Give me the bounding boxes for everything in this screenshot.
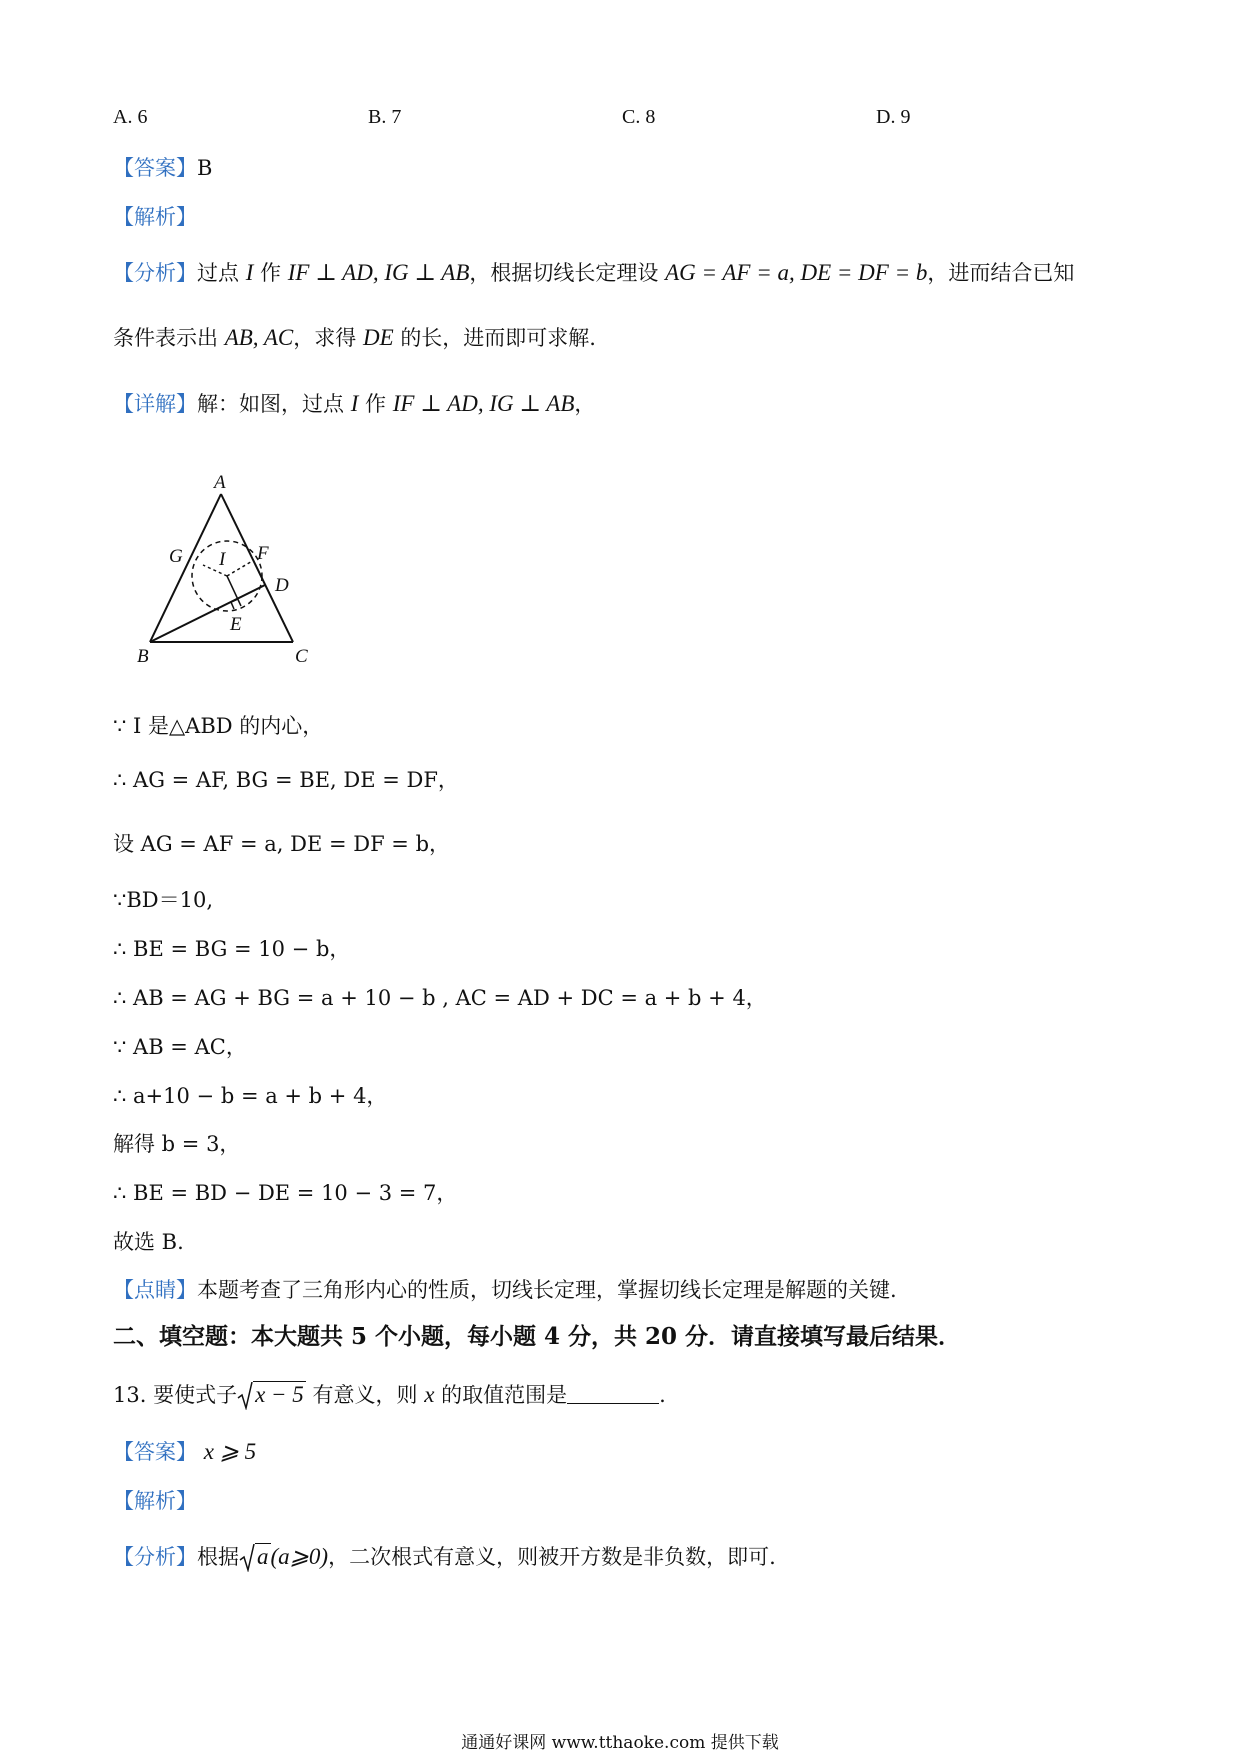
math: DE: [362, 325, 394, 350]
text: ，进而结合已知: [927, 261, 1075, 285]
q12-detail: [113, 389, 595, 419]
text: 作: [260, 261, 282, 285]
text: ，二次根式有意义，则被开方数是非负数，即可.: [328, 1545, 776, 1569]
step-line: ∴ a+10 − b = a + b + 4，: [113, 1084, 388, 1108]
text: ，求得: [293, 326, 357, 350]
text: 过点: [197, 261, 239, 285]
text: 有意义，则: [312, 1383, 418, 1407]
step-line: ∴ BE = BD − DE = 10 − 3 = 7，: [113, 1181, 458, 1205]
triangle-figure: [125, 460, 335, 670]
q13-answer: [113, 1437, 256, 1467]
q12-fenxi-line1: [113, 258, 1074, 288]
math: IF ⊥ AD, IG ⊥ AB: [392, 391, 575, 416]
q13-analysis-tag: 【解析】: [113, 1489, 197, 1513]
answer-tag: 【答案】: [113, 156, 197, 180]
sqrt-expression: [237, 1380, 306, 1410]
radicand: x − 5: [255, 1382, 304, 1407]
text: 13. 要使式子: [113, 1383, 238, 1407]
q13-fenxi: [113, 1542, 776, 1572]
option-a: A. 6: [113, 106, 148, 128]
label-g: G: [169, 546, 183, 567]
text: 的长，进而即可求解.: [400, 326, 596, 350]
step-line: 故选 B.: [113, 1230, 184, 1254]
q13-stem: [113, 1380, 666, 1410]
text: 解：如图，过点: [197, 392, 344, 416]
section-heading: 二、填空题：本大题共 5 个小题，每小题 4 分，共 20 分．请直接填写最后结果．: [113, 1323, 962, 1350]
radicand: a: [257, 1544, 269, 1569]
step-line: ∵ I 是△ABD 的内心，: [113, 714, 324, 738]
text: ，根据切线长定理设: [469, 261, 659, 285]
math: AG = AF = a, DE = DF = b: [665, 260, 928, 285]
label-d: D: [275, 575, 289, 596]
detail-tag: 【详解】: [113, 392, 197, 416]
sqrt-sign-icon: [237, 1382, 253, 1410]
text: 的取值范围是: [441, 1383, 568, 1407]
label-f: F: [257, 543, 269, 564]
label-c: C: [295, 646, 308, 667]
q12-analysis-tag: 【解析】: [113, 205, 197, 229]
option-c: C. 8: [622, 106, 656, 128]
footer-watermark: 通通好课网 www.tthaoke.com 提供下载: [461, 1733, 779, 1753]
text: 根据: [197, 1545, 239, 1569]
text: .: [659, 1383, 666, 1407]
step-line: ∴ AG = AF, BG = BE, DE = DF，: [113, 768, 459, 792]
math: (a⩾0): [270, 1544, 329, 1569]
option-b: B. 7: [368, 106, 402, 128]
text: 条件表示出: [113, 326, 218, 350]
step-line: ∵BD＝10,: [113, 888, 214, 912]
math: AB, AC: [224, 325, 294, 350]
math: I: [245, 260, 254, 285]
label-a: A: [214, 472, 226, 493]
q12-dianjing: [113, 1275, 897, 1305]
q12-answer: [113, 153, 212, 183]
text: 本题考查了三角形内心的性质，切线长定理，掌握切线长定理是解题的关键.: [197, 1278, 897, 1302]
label-e: E: [230, 614, 242, 635]
sqrt-expression: [239, 1542, 271, 1572]
sqrt-sign-icon: [239, 1544, 255, 1572]
math: I: [350, 391, 359, 416]
label-b: B: [137, 646, 149, 667]
math: x: [424, 1382, 435, 1407]
step-line: ∴ AB = AG + BG = a + 10 − b , AC = AD + DC = a + b + 4，: [113, 986, 767, 1010]
step-line: ∵ AB = AC，: [113, 1035, 247, 1059]
option-d: D. 9: [876, 106, 911, 128]
step-line: 解得 b = 3，: [113, 1132, 241, 1156]
q12-fenxi-line2: [113, 323, 596, 353]
math: IF ⊥ AD, IG ⊥ AB: [287, 260, 470, 285]
fenxi-tag: 【分析】: [113, 261, 197, 285]
radius-if: [227, 560, 254, 576]
answer-blank[interactable]: [567, 1383, 659, 1404]
answer-value: B: [197, 156, 213, 180]
dianjing-tag: 【点睛】: [113, 1278, 197, 1302]
answer-tag: 【答案】: [113, 1440, 197, 1464]
text: ，: [574, 392, 596, 416]
segment-bd: [150, 585, 265, 642]
step-line: 设 AG = AF = a, DE = DF = b，: [113, 832, 451, 856]
text: 作: [365, 392, 387, 416]
step-line: ∴ BE = BG = 10 − b，: [113, 937, 351, 961]
answer-value: x ⩾ 5: [203, 1439, 257, 1464]
label-i: I: [219, 549, 226, 570]
fenxi-tag: 【分析】: [113, 1545, 197, 1569]
